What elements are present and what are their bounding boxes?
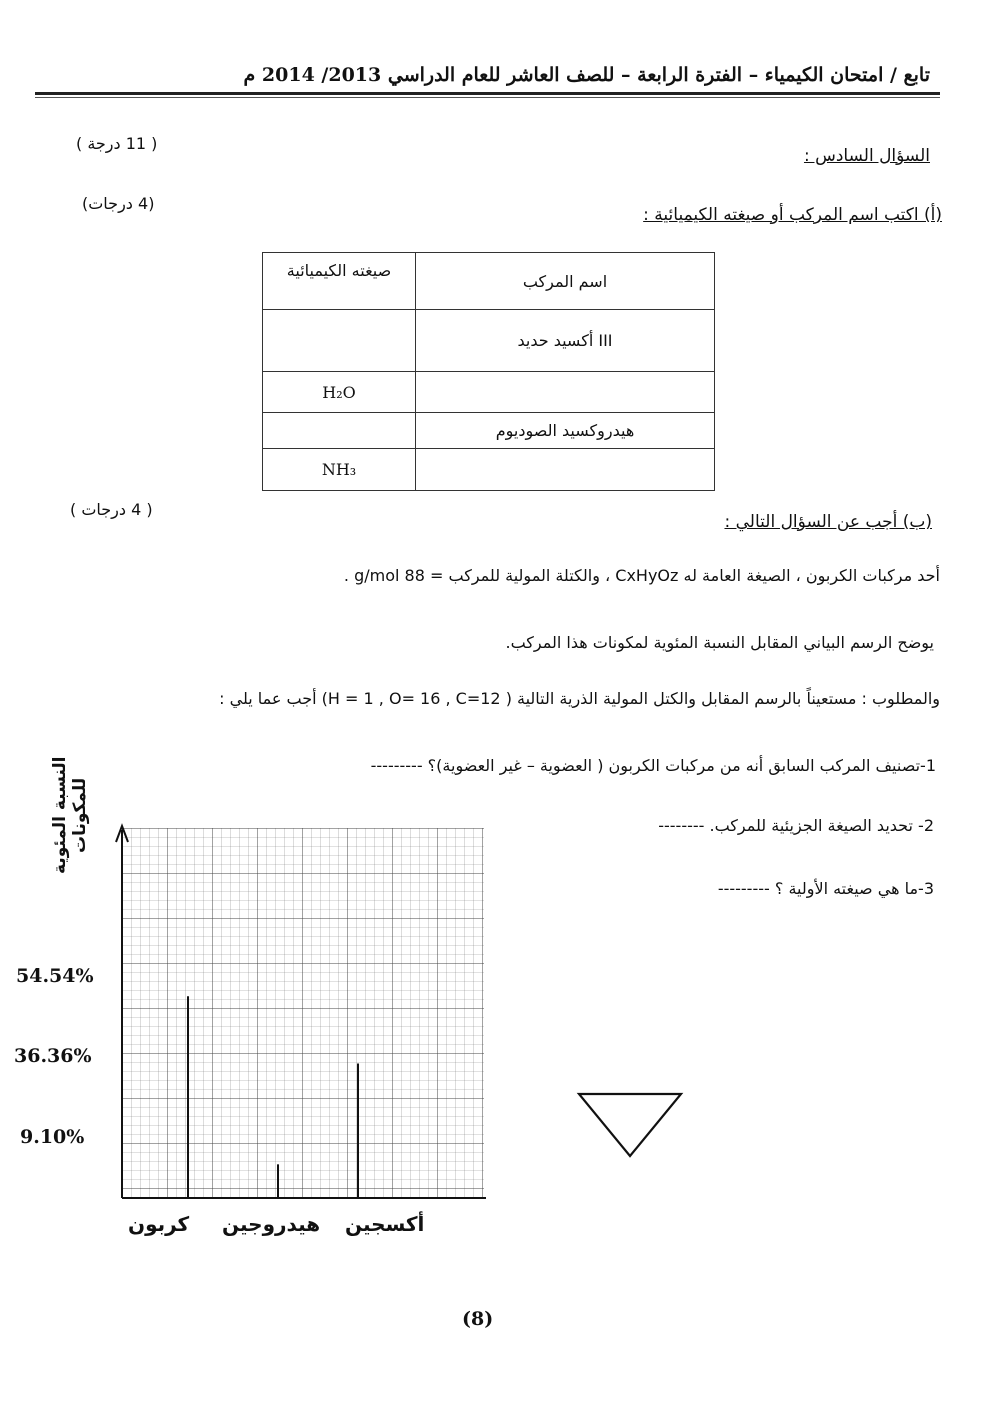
part-b-title: (ب) أجب عن السؤال التالي : — [724, 512, 932, 532]
row2-formula: H₂O — [263, 372, 416, 413]
x-category-carbon: كربون — [128, 1212, 190, 1236]
chart-grid-major — [122, 828, 484, 1198]
row2-name — [416, 372, 715, 413]
header-formula: صيغته الكيميائية — [263, 253, 416, 310]
question-points: ( 11 درجة ) — [76, 134, 158, 153]
row1-name: أكسيد حديد III — [416, 310, 715, 372]
question-1: 1-تصنيف المركب السابق أنه من مركبات الكربون ( العضوية – غير العضوية)؟ --------- — [370, 756, 936, 775]
page-number: (8) — [462, 1308, 494, 1330]
row3-name: هيدروكسيد الصوديوم — [416, 413, 715, 449]
question-3: 3-ما هي صيغته الأولية ؟ --------- — [717, 879, 934, 898]
header-rule-thin — [35, 97, 940, 98]
part-a-points: (4 درجات) — [82, 194, 155, 213]
compound-description: أحد مركبات الكربون ، الصيغة العامة له CxHyOz ، والكتلة المولية للمركب = 88 g/mol . — [343, 566, 940, 585]
row4-formula: NH₃ — [263, 449, 416, 491]
requirements-text: والمطلوب : مستعيناً بالرسم المقابل والكتل المولية الذرية التالية ( H = 1 , O= 16 , C=12) أجب عما يلي : — [219, 689, 940, 708]
x-category-hydrogen: هيدروجين — [222, 1212, 321, 1236]
x-category-oxygen: أكسجين — [345, 1212, 425, 1236]
row4-name — [416, 449, 715, 491]
part-a-title: (أ) اكتب اسم المركب أو صيغته الكيميائية : — [643, 205, 942, 225]
part-b-points: ( 4 درجات ) — [70, 500, 153, 519]
triangle-shape — [576, 1090, 686, 1162]
compounds-table — [262, 252, 715, 491]
exam-header-title: تابع / امتحان الكيمياء – الفترة الرابعة – للصف العاشر للعام الدراسي 2013/ 2014 م — [243, 64, 930, 86]
value-label-oxygen: 36.36% — [14, 1045, 92, 1067]
value-label-carbon: 54.54% — [16, 965, 94, 987]
row1-formula — [263, 310, 416, 372]
row3-formula — [263, 413, 416, 449]
percent-composition-chart — [110, 820, 490, 1210]
header-name: اسم المركب — [416, 253, 715, 310]
chart-description: يوضح الرسم البياني المقابل النسبة المئوية لمكونات هذا المركب. — [505, 633, 934, 652]
question-2: 2- تحديد الصيغة الجزيئية للمركب. -------- — [658, 816, 934, 835]
chart-y-label: النسبة المئوية للمكونات — [50, 756, 90, 874]
question-title: السؤال السادس : — [803, 146, 930, 166]
value-label-hydrogen: 9.10% — [20, 1126, 85, 1148]
header-rule — [35, 92, 940, 95]
